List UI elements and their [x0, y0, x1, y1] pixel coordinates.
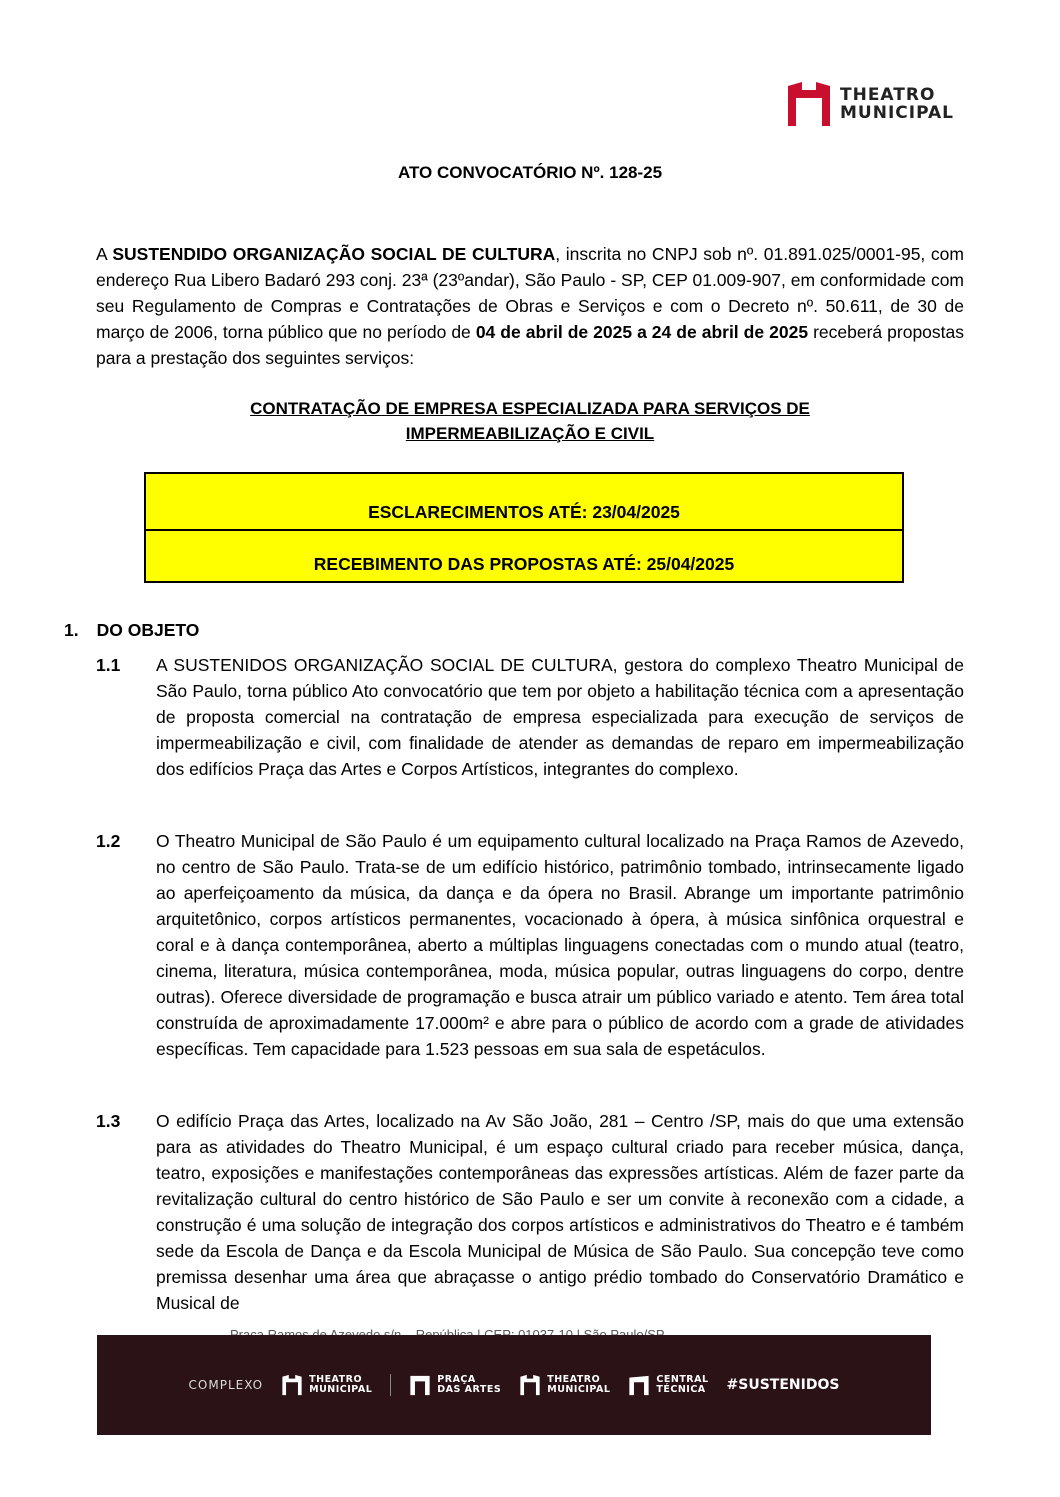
- brand-line-1: PRAÇA: [437, 1374, 476, 1385]
- clause-1-1: [96, 652, 964, 782]
- footer-brand-central: [628, 1374, 708, 1396]
- clause-number: 1.3: [96, 1111, 121, 1131]
- theatro-arch-icon: [786, 80, 832, 128]
- subject-line-1: CONTRATAÇÃO DE EMPRESA ESPECIALIZADA PARA SERVIÇOS DE: [250, 399, 810, 418]
- clarifications-deadline: ESCLARECIMENTOS ATÉ: 23/04/2025: [368, 502, 680, 522]
- footer-divider: [390, 1374, 391, 1396]
- central-arch-icon: [628, 1374, 650, 1396]
- sustenidos-logo: #SUSTENIDOS: [726, 1377, 840, 1393]
- theatro-arch-icon: [281, 1374, 303, 1396]
- section-number: 1.: [64, 620, 79, 640]
- clause-number: 1.1: [96, 655, 121, 675]
- brand-line-1: THEATRO: [309, 1374, 363, 1385]
- logo-line-2: MUNICIPAL: [840, 103, 954, 123]
- clause-text: O edifício Praça das Artes, localizado na Av São João, 281 – Centro /SP, mais do que uma extensão para as atividades do Theatro Municipal, é um espaço cultural criado para receber música, dança, teatro, exposições e manifestações contemporâneas das expressões artísticas. Além de fazer parte da revitalização cultural do centro histórico de São Paulo e ser um convite à reconexão com a cidade, a construção é uma solução de integração dos corpos artísticos e administrativos do Theatro e é também sede da Escola de Dança e da Escola Municipal de Música de São Paulo. Sua concepção teve como premissa desenhar uma área que abraçasse o antigo prédio tombado do Conservatório Dramático e Musical de: [156, 1111, 964, 1313]
- praca-arch-icon: [409, 1374, 431, 1396]
- proposals-deadline: RECEBIMENTO DAS PROPOSTAS ATÉ: 25/04/2025: [146, 529, 902, 581]
- clause-text: O Theatro Municipal de São Paulo é um equipamento cultural localizado na Praça Ramos de Azevedo, no centro de São Paulo. Trata-se de um edifício histórico, patrimônio tombado, intrinsecamente ligado ao aperfeiçoamento da música, da dança e da ópera no Brasil. Abrange um importante patrimônio arquitetônico, corpos artísticos permanentes, vocacionado à ópera, à música sinfônica orquestral e coral e à dança contemporânea, aberto a múltiplas linguagens conectadas com o mundo atual (teatro, cinema, literatura, música contemporânea, moda, música popular, outras linguagens do corpo, dentre outras). Oferece diversidade de programação e busca atrair um público variado e atento. Tem área total construída de aproximadamente 17.000m² e abre para o público de acordo com a grade de atividades específicas. Tem capacidade para 1.523 pessoas em sua sala de espetáculos.: [156, 831, 964, 1059]
- clause-1-2: [96, 828, 964, 1062]
- intro-text-c: receberá propostas para a prestação dos seguintes serviços:: [96, 322, 965, 368]
- clause-1-3: [96, 1108, 964, 1316]
- footer-brand-praca: [409, 1374, 501, 1396]
- brand-line-2: MUNICIPAL: [309, 1384, 373, 1395]
- intro-text-b: , inscrita no CNPJ sob nº. 01.891.025/0001-95, com endereço Rua Libero Badaró 293 conj. 23ª (23ºandar), São Paulo - SP, CEP 01.009-907, em conformidade com seu Regulamento de Compras e Contratações de Obras e Serviços e com o Decreto nº. 50.611, de 30 de março de 2006, torna público que no período de: [96, 244, 964, 342]
- brand-line-2: MUNICIPAL: [547, 1384, 611, 1395]
- deadlines-box: [144, 472, 904, 583]
- footer-brand-theatro: [281, 1374, 372, 1396]
- complexo-label: COMPLEXO: [188, 1378, 264, 1392]
- brand-line-1: THEATRO: [547, 1374, 601, 1385]
- org-name: SUSTENDIDO ORGANIZAÇÃO SOCIAL DE CULTURA: [112, 244, 556, 264]
- logo-line-1: THEATRO: [840, 85, 936, 105]
- brand-line-2: TÉCNICA: [656, 1384, 706, 1395]
- theatro-arch-icon: [519, 1374, 541, 1396]
- theatro-municipal-logo: [786, 80, 954, 128]
- brand-line-1: CENTRAL: [656, 1374, 709, 1385]
- section-title: DO OBJETO: [96, 620, 200, 640]
- intro-paragraph: [96, 241, 964, 371]
- clause-text: A SUSTENIDOS ORGANIZAÇÃO SOCIAL DE CULTURA, gestora do complexo Theatro Municipal de São Paulo, torna público Ato convocatório que tem por objeto a habilitação técnica com a apresentação de proposta comercial na contratação de empresa especializada para execução de serviços de impermeabilização e civil, com finalidade de atender as demandas de reparo em impermeabilização dos edifícios Praça das Artes e Corpos Artísticos, integrantes do complexo.: [156, 655, 964, 779]
- brand-line-2: DAS ARTES: [437, 1384, 502, 1395]
- period: 04 de abril de 2025 a 24 de abril de 2025: [475, 322, 809, 342]
- intro-text-a: A: [96, 244, 113, 264]
- footer-brand-theatro-2: [519, 1374, 610, 1396]
- section-heading: [64, 620, 199, 641]
- clause-number: 1.2: [96, 831, 121, 851]
- document-title: ATO CONVOCATÓRIO Nº. 128-25: [397, 163, 663, 182]
- subject-heading: [96, 396, 964, 446]
- subject-line-2: IMPERMEABILIZAÇÃO E CIVIL: [405, 424, 655, 443]
- footer-banner: [97, 1335, 931, 1435]
